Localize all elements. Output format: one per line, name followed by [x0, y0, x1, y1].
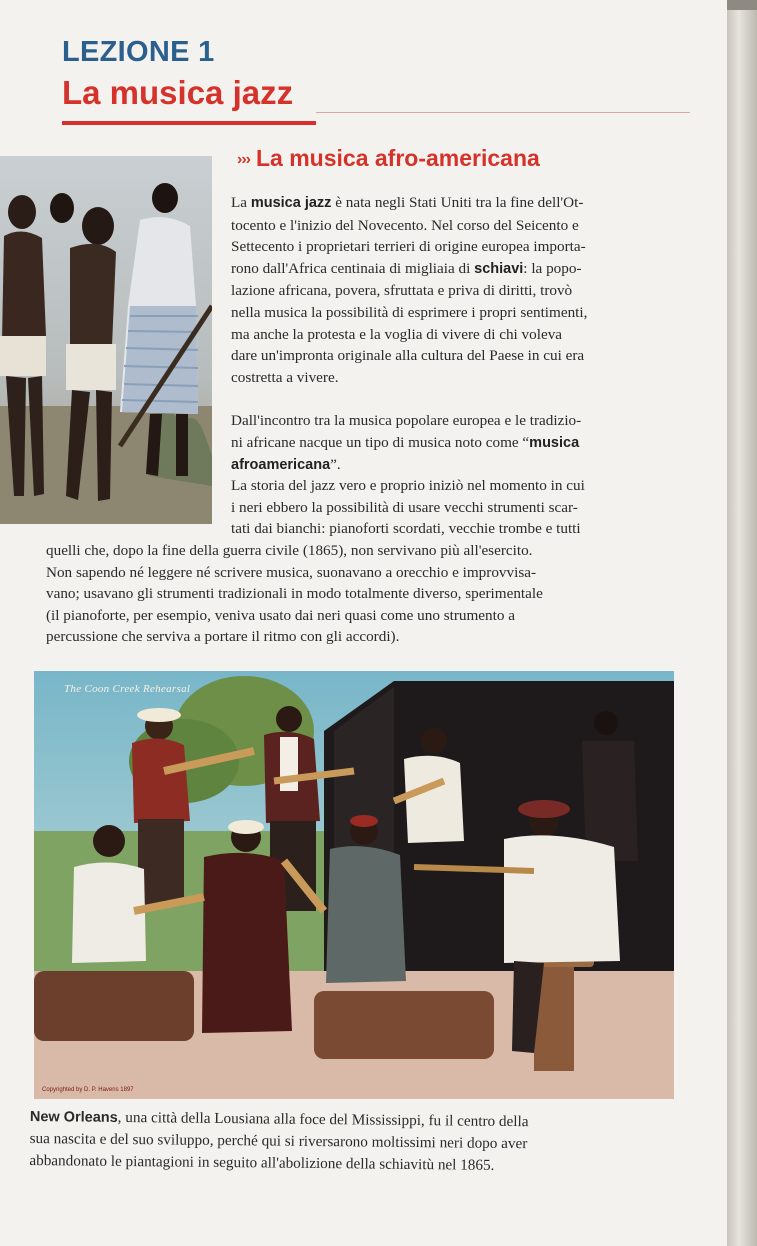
illustration-enslaved-people: [0, 156, 212, 524]
text-line: costretta a vivere.: [231, 368, 339, 386]
page-edge-strip: [727, 0, 757, 10]
text-line: vano; usavano gli strumenti tradizionali in modo totalmente diverso, sperimentale: [46, 585, 543, 603]
text-line: Dall'incontro tra la musica popolare europea e le tradizio-: [231, 412, 582, 429]
page-edge: [727, 0, 757, 1246]
text-line: abbandonato le piantagioni in seguito all'abolizione della schiavitù nel 1865.: [29, 1151, 495, 1174]
text-line: afroamericana”.: [231, 456, 341, 474]
keyword-new-orleans: New Orleans: [29, 1108, 118, 1126]
title-underline: [62, 121, 316, 125]
lesson-label: LEZIONE 1: [62, 36, 215, 68]
text-line: lazione africana, povera, sfruttata e priva di diritti, trovò: [231, 282, 573, 300]
text-line: tocento e l'inizio del Novecento. Nel corso del Seicento e: [231, 216, 579, 234]
text-line: (il pianoforte, per esempio, veniva usato dai neri quasi come uno strumento a: [46, 606, 515, 624]
text-line: i neri ebbero la possibilità di usare vecchi strumenti scar-: [231, 498, 578, 516]
paragraph-jazz-history: [231, 475, 681, 540]
text-line: ma anche la protesta e la voglia di vivere di chi voleva: [231, 325, 563, 343]
photo-label: The Coon Creek Rehearsal: [64, 683, 191, 695]
section-title-text: La musica afro-americana: [255, 145, 540, 171]
text-line: nella musica la possibilità di esprimere i propri sentimenti,: [231, 303, 588, 321]
lesson-title: La musica jazz: [62, 74, 294, 111]
text-line: La storia del jazz vero e proprio iniziò nel momento in cui: [231, 477, 585, 494]
keyword-schiavi: schiavi: [474, 260, 524, 277]
paragraph-intro: [231, 192, 681, 388]
photo-caption: [29, 1106, 682, 1179]
paragraph-instruments: [46, 540, 682, 648]
text-line: quelli che, dopo la fine della guerra civile (1865), non servivano più all'esercito.: [46, 542, 533, 559]
text-line: rono dall'Africa centinaia di migliaia di schiavi: la popo-: [231, 259, 582, 277]
text-line: tati dai bianchi: pianoforti scordati, vecchie trombe e tutti: [231, 520, 581, 538]
text-line: Non sapendo né leggere né scrivere musica, suonavano a orecchio e improvvisa-: [46, 563, 537, 581]
photo-copyright: Copyrighted by D. P. Havens 1897: [42, 1087, 134, 1093]
section-arrow-icon: ›››: [237, 151, 250, 168]
photo-illustration: [34, 671, 674, 1099]
photo-coon-creek-rehearsal: [34, 671, 674, 1099]
paragraph-afroamerican: [231, 410, 681, 477]
text-line: Settecento i proprietari terrieri di origine europea importa-: [231, 238, 586, 256]
text-line: ni africane nacque un tipo di musica noto come “musica: [231, 433, 580, 451]
keyword-musica: musica: [529, 434, 580, 451]
text-line: New Orleans, una città della Lousiana alla foce del Mississippi, fu il centro della: [29, 1108, 529, 1131]
text-line: La musica jazz è nata negli Stati Uniti tra la fine dell'Ot-: [231, 194, 584, 211]
keyword-musica-jazz: musica jazz: [250, 195, 332, 211]
text-line: percussione che serviva a portare il ritmo con gli accordi).: [46, 628, 400, 646]
keyword-afroamericana: afroamericana: [231, 457, 331, 474]
header-rule: [316, 112, 690, 113]
section-title: [237, 145, 540, 172]
text-line: sua nascita e del suo sviluppo, perché qui si riversarono moltissimi neri dopo aver: [29, 1129, 528, 1153]
text-line: dare un'impronta originale alla cultura del Paese in cui era: [231, 347, 585, 365]
